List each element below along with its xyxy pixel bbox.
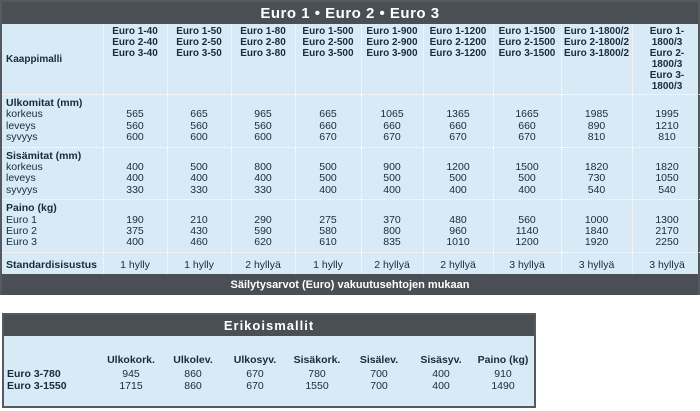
- special-value: 1550: [305, 380, 329, 392]
- spec-section: [2, 200, 700, 253]
- special-value: 780: [308, 368, 326, 380]
- value: 1365: [446, 108, 470, 121]
- value-cell: [103, 200, 167, 253]
- spacer: [234, 203, 293, 214]
- special-value: 670: [246, 368, 264, 380]
- value: 670: [518, 131, 536, 144]
- value: 965: [254, 108, 272, 121]
- value: 400: [126, 161, 144, 174]
- value-cell: [231, 200, 295, 253]
- section-label: [2, 200, 103, 253]
- standard-value: 1 hylly: [295, 252, 361, 278]
- value-cell: [295, 147, 361, 200]
- value-cell: [423, 147, 493, 200]
- row-label: leveys: [6, 172, 36, 185]
- value: 430: [190, 225, 208, 238]
- spacer: [106, 203, 165, 214]
- section-heading: Sisämitat (mm): [6, 149, 82, 162]
- spec-section: [2, 95, 700, 148]
- value: 890: [587, 119, 606, 132]
- row-label: leveys: [6, 119, 36, 132]
- value: 560: [518, 213, 536, 226]
- value: 620: [254, 236, 272, 249]
- value: 580: [319, 225, 337, 238]
- special-header: Ulkokork.: [107, 354, 155, 366]
- row-label: syvyys: [6, 183, 38, 196]
- standard-value: 1 hylly: [167, 252, 231, 278]
- special-row: [4, 380, 534, 392]
- value: 400: [254, 172, 272, 185]
- value: 1820: [584, 161, 609, 174]
- spec-section: [2, 147, 700, 200]
- value: 500: [319, 161, 337, 174]
- model-col: Euro 1-80 Euro 2-80 Euro 3-80: [231, 24, 295, 95]
- row-label: korkeus: [6, 161, 43, 174]
- value-cell: [295, 95, 361, 148]
- row-label: syvyys: [6, 131, 38, 144]
- main-title: Euro 1 • Euro 2 • Euro 3: [2, 2, 698, 24]
- standard-value: 1 hylly: [103, 252, 167, 278]
- value: 540: [658, 183, 676, 196]
- value: 500: [383, 172, 401, 185]
- value: 660: [449, 119, 467, 132]
- value-cell: [493, 147, 561, 200]
- special-value: 670: [246, 380, 264, 392]
- value-cell: [103, 147, 167, 200]
- value: 590: [254, 225, 272, 238]
- standard-label: Standardisisustus: [2, 252, 103, 278]
- standard-value: 3 hyllyä: [632, 252, 700, 278]
- value: 400: [383, 183, 401, 196]
- special-header: Ulkosyv.: [233, 354, 277, 366]
- value: 800: [254, 161, 272, 174]
- value: 460: [190, 236, 208, 249]
- value-cell: [493, 95, 561, 148]
- value: 400: [126, 236, 144, 249]
- value: 1500: [515, 161, 539, 174]
- value-cell: [493, 200, 561, 253]
- value-cell: [423, 200, 493, 253]
- special-value: 700: [370, 380, 388, 392]
- special-row: [4, 368, 534, 380]
- model-col: Euro 1-1200 Euro 2-1200 Euro 3-1200: [423, 24, 493, 95]
- standard-value: 3 hyllyä: [561, 252, 632, 278]
- section-label: [2, 147, 103, 200]
- value-cell: [423, 95, 493, 148]
- value: 670: [319, 131, 337, 144]
- spec-table: [2, 24, 700, 278]
- spacer: [496, 203, 559, 214]
- value: 810: [658, 131, 676, 144]
- special-header: Sisäkork.: [293, 354, 341, 366]
- value: 670: [449, 131, 467, 144]
- value: 400: [190, 172, 208, 185]
- special-title: Erikoismallit: [4, 315, 534, 336]
- value: 1300: [655, 213, 679, 226]
- value: 375: [126, 225, 144, 238]
- special-value: 945: [122, 368, 140, 380]
- special-value: 910: [494, 368, 512, 380]
- special-header: Sisälev.: [359, 354, 399, 366]
- value: 1200: [446, 161, 470, 174]
- spacer: [635, 203, 700, 214]
- value-cell: [167, 147, 231, 200]
- spacer: [364, 203, 421, 214]
- value: 600: [254, 131, 272, 144]
- value: 660: [383, 119, 401, 132]
- value: 500: [518, 172, 536, 185]
- special-header-blank: [4, 342, 100, 368]
- special-value: 860: [184, 368, 202, 380]
- value: 400: [126, 172, 144, 185]
- spacer: [564, 203, 630, 214]
- value-cell: [103, 95, 167, 148]
- value-cell: [632, 147, 700, 200]
- value: 600: [126, 131, 144, 144]
- value: 1000: [584, 213, 609, 226]
- value: 900: [383, 161, 401, 174]
- row-label: Euro 2: [6, 225, 37, 238]
- spacer: [426, 203, 491, 214]
- value-cell: [295, 200, 361, 253]
- model-col: Euro 1-40 Euro 2-40 Euro 3-40: [103, 24, 167, 95]
- standard-value: 2 hyllyä: [231, 252, 295, 278]
- section-heading: Paino (kg): [6, 202, 57, 215]
- value: 400: [449, 183, 467, 196]
- value: 1985: [584, 108, 609, 121]
- value: 500: [449, 172, 467, 185]
- value: 1200: [515, 236, 539, 249]
- value: 610: [319, 236, 337, 249]
- model-header-row: [2, 24, 700, 95]
- value-cell: [167, 200, 231, 253]
- value: 2170: [655, 225, 679, 238]
- model-col: Euro 1-1500 Euro 2-1500 Euro 3-1500: [493, 24, 561, 95]
- value: 665: [319, 108, 337, 121]
- value: 960: [449, 225, 467, 238]
- special-header: Sisäsyv.: [420, 354, 462, 366]
- row-label: Euro 1: [6, 213, 37, 226]
- value: 1820: [655, 161, 679, 174]
- value: 800: [383, 225, 401, 238]
- footer-note: Säilytysarvot (Euro) vakuutusehtojen mukaan: [2, 274, 698, 295]
- value: 1050: [655, 172, 679, 185]
- value: 330: [254, 183, 272, 196]
- value-cell: [561, 95, 632, 148]
- value: 1065: [380, 108, 404, 121]
- value: 2250: [655, 236, 679, 249]
- model-label: Kaappimalli: [2, 24, 103, 95]
- standard-value: 3 hyllyä: [493, 252, 561, 278]
- model-col: Euro 1-1800/2 Euro 2-1800/2 Euro 3-1800/2: [561, 24, 632, 95]
- value: 1995: [655, 108, 679, 121]
- value: 275: [319, 213, 337, 226]
- value: 565: [126, 108, 144, 121]
- value-cell: [361, 147, 423, 200]
- special-value: 400: [432, 380, 450, 392]
- row-label: korkeus: [6, 108, 43, 121]
- value: 210: [190, 213, 208, 226]
- model-col: Euro 1-1800/3 Euro 2-1800/3 Euro 3-1800/3: [632, 24, 700, 95]
- special-models-panel: [2, 313, 536, 408]
- standard-value: 2 hyllyä: [361, 252, 423, 278]
- spacer: [170, 203, 229, 214]
- value-cell: [561, 200, 632, 253]
- section-heading: Ulkomitat (mm): [6, 97, 83, 109]
- model-col: Euro 1-500 Euro 2-500 Euro 3-500: [295, 24, 361, 95]
- section-label: [2, 95, 103, 148]
- special-header: Ulkolev.: [173, 354, 213, 366]
- special-header-row: [4, 342, 534, 368]
- value: 500: [190, 161, 208, 174]
- value: 1920: [584, 236, 609, 249]
- value: 1210: [655, 119, 679, 132]
- special-row-label: Euro 3-780: [7, 368, 61, 380]
- value: 810: [587, 131, 606, 144]
- standard-value: 2 hyllyä: [423, 252, 493, 278]
- value: 400: [518, 183, 536, 196]
- value-cell: [632, 95, 700, 148]
- value-cell: [632, 200, 700, 253]
- value: 835: [383, 236, 401, 249]
- value: 665: [190, 108, 208, 121]
- value: 560: [126, 119, 144, 132]
- value: 500: [319, 172, 337, 185]
- value: 1840: [584, 225, 609, 238]
- value-cell: [231, 147, 295, 200]
- value: 600: [190, 131, 208, 144]
- value: 660: [518, 119, 536, 132]
- special-value: 700: [370, 368, 388, 380]
- value: 330: [190, 183, 208, 196]
- special-header: Paino (kg): [477, 354, 529, 366]
- value: 370: [383, 213, 401, 226]
- value: 560: [254, 119, 272, 132]
- model-col: Euro 1-50 Euro 2-50 Euro 3-50: [167, 24, 231, 95]
- special-value: 1715: [119, 380, 143, 392]
- value: 670: [383, 131, 401, 144]
- value: 400: [319, 183, 337, 196]
- value: 730: [587, 172, 606, 185]
- value-cell: [561, 147, 632, 200]
- row-label: Euro 3: [6, 236, 37, 249]
- value-cell: [361, 95, 423, 148]
- value: 1140: [515, 225, 539, 238]
- special-table: [4, 342, 534, 392]
- value-cell: [361, 200, 423, 253]
- special-value: 1490: [491, 380, 515, 392]
- value-cell: [231, 95, 295, 148]
- value: 190: [126, 213, 144, 226]
- value: 560: [190, 119, 208, 132]
- value: 1010: [446, 236, 470, 249]
- value: 480: [449, 213, 467, 226]
- value: 540: [587, 183, 606, 196]
- value: 330: [126, 183, 144, 196]
- model-col: Euro 1-900 Euro 2-900 Euro 3-900: [361, 24, 423, 95]
- value: 660: [319, 119, 337, 132]
- value: 290: [254, 213, 272, 226]
- special-value: 400: [432, 368, 450, 380]
- value-cell: [167, 95, 231, 148]
- spacer: [298, 203, 359, 214]
- special-value: 860: [184, 380, 202, 392]
- special-row-label: Euro 3-1550: [7, 380, 67, 392]
- value: 1665: [515, 108, 539, 121]
